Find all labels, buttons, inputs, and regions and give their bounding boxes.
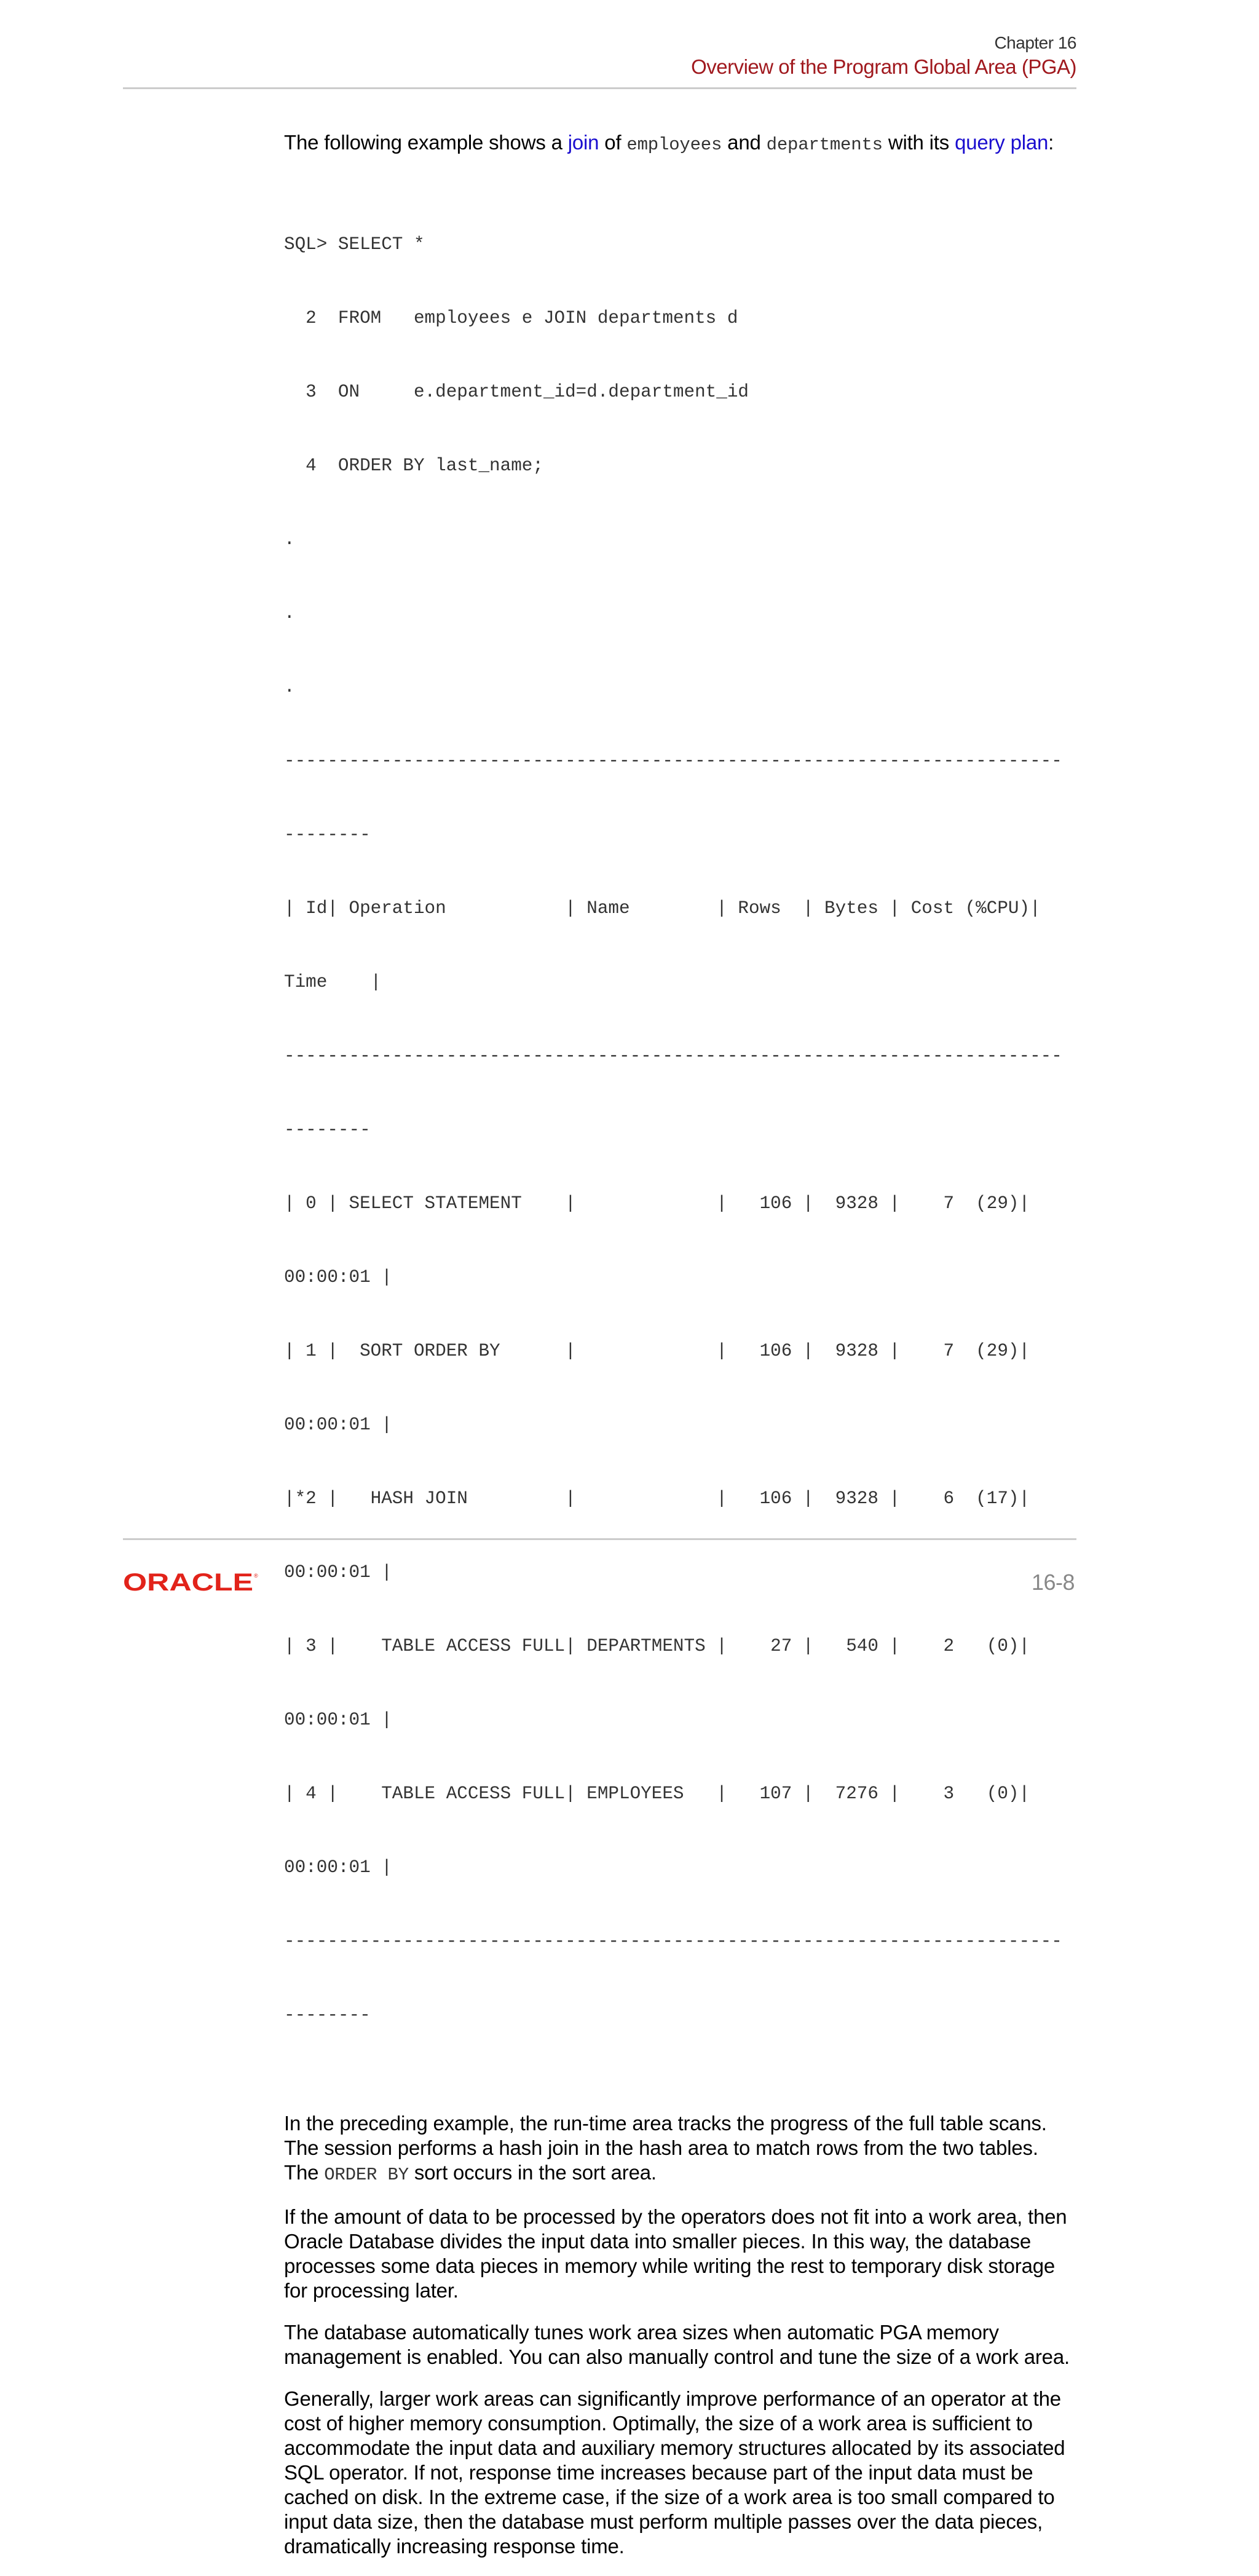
code-line: -------- (284, 1120, 371, 1140)
runtime-text: In the preceding example, the run-time area tracks the progress of the full table scans. The session performs a hash join in the hash area to match rows from the two tables. The (284, 2112, 1047, 2184)
join-link[interactable]: join (567, 131, 599, 154)
code-line: ------------------------------------------------------------------------ (284, 1931, 1062, 1951)
intro-text: of (599, 131, 627, 154)
registered-mark: ® (254, 1573, 258, 1579)
code-line: Time | (284, 972, 382, 992)
code-line: . (284, 529, 295, 550)
code-order-by: ORDER BY (324, 2165, 409, 2185)
code-line: 00:00:01 | (284, 1710, 392, 1730)
code-line: -------- (284, 824, 371, 845)
code-line: 00:00:01 | (284, 1857, 392, 1878)
code-line: 00:00:01 | (284, 1415, 392, 1435)
sql-code-block (284, 183, 1077, 2077)
work-area-paragraph: If the amount of data to be processed by the operators does not fit into a work area, then Oracle Database divides the input data into smaller pieces. In this way, the database processes some data pieces in memory while writing the rest to temporary disk storage for processing later. (284, 2205, 1067, 2302)
header-divider (123, 87, 1076, 89)
code-line: 00:00:01 | (284, 1562, 392, 1582)
runtime-paragraph (284, 2111, 1077, 2187)
chapter-label: Chapter 16 (994, 33, 1076, 52)
code-line: | 3 | TABLE ACCESS FULL| DEPARTMENTS | 27 | 540 | 2 (0)| (284, 1636, 1030, 1656)
code-line: . (284, 677, 295, 697)
code-line: -------- (284, 2005, 371, 2025)
code-line: . (284, 603, 295, 623)
oracle-logo (123, 1571, 259, 1592)
query-plan-link[interactable]: query plan (955, 131, 1049, 154)
intro-text: : (1048, 131, 1054, 154)
code-line: ------------------------------------------------------------------------ (284, 751, 1062, 771)
code-line: 2 FROM employees e JOIN departments d (284, 308, 738, 328)
code-line: | 1 | SORT ORDER BY | | 106 | 9328 | 7 (29)| (284, 1341, 1030, 1361)
code-line: | 0 | SELECT STATEMENT | | 106 | 9328 | 7 (29)| (284, 1193, 1030, 1214)
code-line: ------------------------------------------------------------------------ (284, 1046, 1062, 1066)
code-line: | Id| Operation | Name | Rows | Bytes | Cost (%CPU)| (284, 898, 1041, 919)
runtime-text: sort occurs in the sort area. (408, 2161, 657, 2184)
intro-text: with its (882, 131, 955, 154)
code-line: 4 ORDER BY last_name; (284, 456, 543, 476)
tuning-paragraph: The database automatically tunes work area sizes when automatic PGA memory management is enabled. You can also manually control and tune the size of a work area. (284, 2321, 1070, 2368)
intro-text: The following example shows a (284, 131, 568, 154)
page-header (691, 32, 1076, 80)
code-departments: departments (766, 135, 883, 155)
page-number: 16-8 (1031, 1570, 1075, 1595)
intro-paragraph (284, 130, 1077, 157)
code-line: 3 ON e.department_id=d.department_id (284, 382, 749, 402)
code-line: |*2 | HASH JOIN | | 106 | 9328 | 6 (17)| (284, 1488, 1030, 1509)
footer-divider (123, 1538, 1076, 1540)
main-content (284, 130, 1077, 2576)
intro-text: and (722, 131, 767, 154)
code-employees: employees (626, 135, 722, 155)
chapter-title: Overview of the Program Global Area (PGA) (691, 55, 1076, 78)
code-line: | 4 | TABLE ACCESS FULL| EMPLOYEES | 107 | 7276 | 3 (0)| (284, 1784, 1030, 1804)
code-line: SQL> SELECT * (284, 234, 425, 255)
oracle-logo-text: ORACLE (123, 1571, 253, 1592)
code-line: 00:00:01 | (284, 1267, 392, 1287)
performance-paragraph: Generally, larger work areas can significantly improve performance of an operator at the cost of higher memory consumption. Optimally, the size of a work area is sufficient to accommodate the input data and auxiliary memory structures allocated by its associated SQL operator. If not, response time increases because part of the input data must be cached on disk. In the extreme case, if the size of a work area is too small compared to input data size, then the database must perform multiple passes over the data pieces, dramatically increasing response time. (284, 2387, 1065, 2558)
